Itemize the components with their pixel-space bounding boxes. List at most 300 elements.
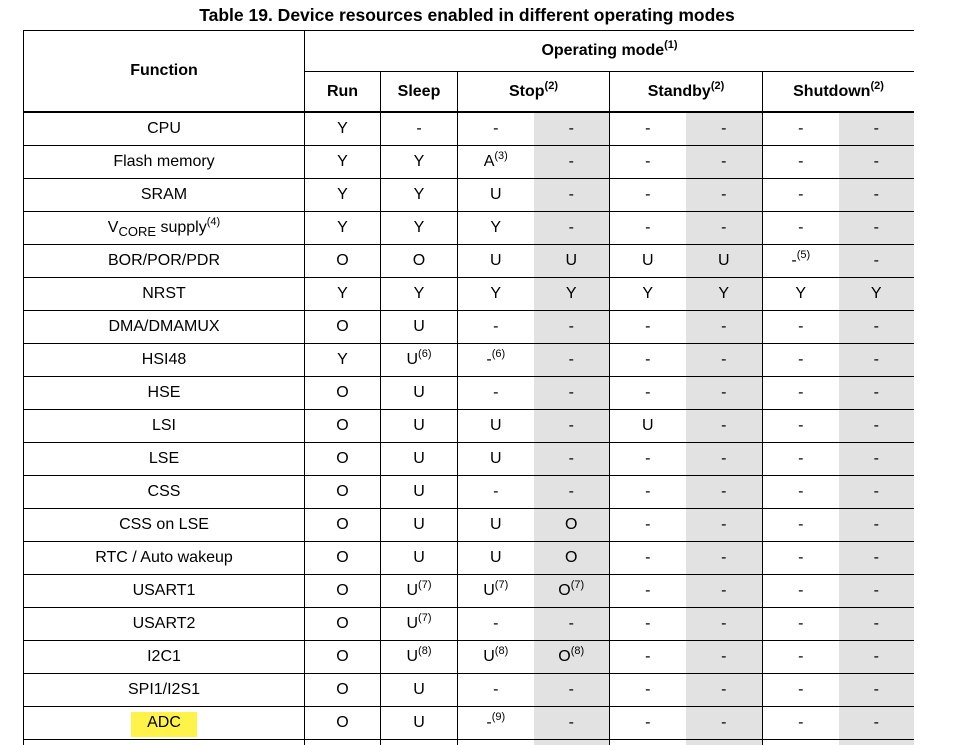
table-row-partial bbox=[24, 740, 915, 745]
cell-value: - bbox=[798, 648, 804, 665]
mode-cell bbox=[610, 311, 686, 344]
cell-note: (7) bbox=[494, 579, 509, 591]
cell-value: U bbox=[406, 582, 419, 599]
mode-cell bbox=[763, 410, 839, 443]
mode-cell bbox=[610, 509, 686, 542]
mode-cell bbox=[305, 476, 381, 509]
cell-note: (6) bbox=[491, 348, 506, 360]
cell-value: - bbox=[568, 450, 574, 467]
mode-cell bbox=[610, 707, 686, 740]
cell-value: Y bbox=[795, 285, 807, 302]
cell-value: - bbox=[721, 582, 727, 599]
mode-label: Standby bbox=[647, 82, 711, 100]
cell-value: - bbox=[721, 219, 727, 236]
mode-cell bbox=[458, 245, 534, 278]
table-row bbox=[24, 509, 915, 542]
cell-value: - bbox=[568, 681, 574, 698]
cell-value: U bbox=[406, 351, 419, 368]
cell-value: - bbox=[873, 516, 879, 533]
function-label bbox=[147, 648, 181, 665]
cell-value: - bbox=[873, 120, 879, 137]
mode-cell bbox=[610, 575, 686, 608]
cell-value: O bbox=[336, 549, 349, 566]
cell-value: - bbox=[721, 120, 727, 137]
cell-value: U bbox=[413, 549, 425, 566]
cell-note: (7) bbox=[570, 579, 585, 591]
table-row bbox=[24, 179, 915, 212]
cell-value: - bbox=[568, 351, 574, 368]
function-text: Flash memory bbox=[113, 153, 215, 170]
mode-cell bbox=[305, 608, 381, 641]
mode-cell bbox=[534, 112, 610, 146]
cell-value: Y bbox=[337, 186, 348, 203]
mode-cell bbox=[534, 146, 610, 179]
cell-value: - bbox=[721, 648, 727, 665]
cell-value: U bbox=[406, 648, 419, 665]
mode-cell bbox=[305, 707, 381, 740]
table-row bbox=[24, 674, 915, 707]
mode-cell bbox=[534, 212, 610, 245]
mode-cell bbox=[458, 377, 534, 410]
cell-value: - bbox=[721, 450, 727, 467]
mode-label: Stop bbox=[509, 82, 545, 100]
cell-value: - bbox=[645, 648, 651, 665]
cell-value: U bbox=[483, 648, 495, 665]
cell-value: U bbox=[413, 450, 425, 467]
mode-cell bbox=[839, 575, 915, 608]
cell-value: - bbox=[645, 219, 651, 236]
cell-value: U bbox=[413, 417, 425, 434]
mode-cell bbox=[763, 509, 839, 542]
cell-value: - bbox=[798, 483, 804, 500]
cell-value: - bbox=[721, 153, 727, 170]
table-row bbox=[24, 146, 915, 179]
cell-value: U bbox=[413, 516, 425, 533]
mode-cell bbox=[686, 245, 763, 278]
mode-cell bbox=[305, 245, 381, 278]
cell-value: - bbox=[493, 615, 499, 632]
function-text: NRST bbox=[142, 285, 186, 302]
mode-cell bbox=[763, 278, 839, 311]
mode-cell bbox=[305, 575, 381, 608]
cell-value: - bbox=[493, 681, 499, 698]
cell-value: - bbox=[873, 417, 879, 434]
mode-cell bbox=[763, 311, 839, 344]
function-cell bbox=[24, 575, 305, 608]
mode-cell bbox=[839, 146, 915, 179]
mode-cell bbox=[610, 344, 686, 377]
mode-cell bbox=[381, 608, 458, 641]
cell-value: Y bbox=[642, 285, 654, 302]
mode-cell bbox=[305, 278, 381, 311]
cell-value: - bbox=[873, 582, 879, 599]
mode-cell bbox=[686, 542, 763, 575]
function-header: Function bbox=[24, 31, 305, 113]
cell-value: O bbox=[336, 516, 349, 533]
mode-cell bbox=[534, 311, 610, 344]
mode-cell bbox=[534, 344, 610, 377]
cell-value: - bbox=[873, 153, 879, 170]
cell-value: U bbox=[489, 252, 502, 269]
cell-value: - bbox=[568, 384, 574, 401]
cell-value: - bbox=[721, 516, 727, 533]
mode-cell bbox=[610, 542, 686, 575]
function-cell bbox=[24, 542, 305, 575]
function-cell bbox=[24, 377, 305, 410]
function-label bbox=[113, 153, 214, 170]
cell-value: O bbox=[336, 483, 349, 500]
mode-cell bbox=[839, 112, 915, 146]
cell-value: O bbox=[412, 252, 426, 269]
function-cell bbox=[24, 278, 305, 311]
mode-cell bbox=[839, 608, 915, 641]
cell-value: - bbox=[568, 120, 574, 137]
function-cell bbox=[24, 245, 305, 278]
mode-cell bbox=[458, 674, 534, 707]
mode-cell bbox=[610, 641, 686, 674]
cell-value: - bbox=[568, 714, 574, 731]
function-label bbox=[152, 417, 176, 434]
cell-value: - bbox=[568, 186, 574, 203]
mode-cell bbox=[458, 112, 534, 146]
mode-cell bbox=[534, 641, 610, 674]
mode-cell bbox=[839, 707, 915, 740]
mode-cell bbox=[381, 179, 458, 212]
cell-note: (7) bbox=[418, 579, 432, 591]
cell-value: O bbox=[565, 549, 578, 566]
cell-value: Y bbox=[337, 285, 348, 302]
mode-cell bbox=[305, 509, 381, 542]
cell-value: - bbox=[798, 714, 804, 731]
function-text: ADC bbox=[147, 714, 181, 731]
operating-mode-header bbox=[305, 31, 915, 72]
operating-mode-label: Operating mode bbox=[541, 42, 665, 59]
cell-value: - bbox=[798, 549, 804, 566]
mode-cell bbox=[763, 146, 839, 179]
mode-cell bbox=[839, 212, 915, 245]
cell-value: - bbox=[798, 384, 804, 401]
mode-cell bbox=[534, 179, 610, 212]
function-label bbox=[142, 285, 186, 302]
mode-cell bbox=[534, 278, 610, 311]
function-text: CSS bbox=[147, 483, 181, 500]
mode-note: (2) bbox=[870, 79, 884, 92]
cell-value: - bbox=[873, 714, 879, 731]
cell-value: U bbox=[641, 252, 654, 269]
mode-cell bbox=[686, 608, 763, 641]
mode-cell bbox=[381, 311, 458, 344]
cell-value: O bbox=[336, 417, 349, 434]
cell-value: - bbox=[873, 450, 879, 467]
cell-value: - bbox=[798, 219, 804, 236]
function-label bbox=[147, 120, 181, 137]
cell-value: - bbox=[568, 417, 574, 434]
mode-cell bbox=[610, 410, 686, 443]
cell-value: - bbox=[645, 450, 651, 467]
function-label bbox=[108, 318, 219, 335]
mode-cell bbox=[381, 641, 458, 674]
mode-cell bbox=[839, 674, 915, 707]
mode-cell bbox=[763, 344, 839, 377]
cell-value: Y bbox=[337, 219, 348, 236]
function-label bbox=[108, 252, 220, 269]
function-cell bbox=[24, 641, 305, 674]
mode-cell bbox=[305, 542, 381, 575]
cell-value: - bbox=[486, 714, 492, 731]
cell-value: - bbox=[568, 483, 574, 500]
cell-value: Y bbox=[413, 186, 425, 203]
function-cell bbox=[24, 212, 305, 245]
function-text-rest: supply bbox=[156, 219, 207, 236]
table-row bbox=[24, 344, 915, 377]
table-row bbox=[24, 542, 915, 575]
mode-cell bbox=[839, 641, 915, 674]
cell-value: O bbox=[336, 384, 349, 401]
mode-label: Shutdown bbox=[793, 82, 871, 100]
function-text: USART1 bbox=[132, 582, 196, 599]
cell-value: - bbox=[486, 351, 492, 368]
mode-cell bbox=[686, 674, 763, 707]
cell-value: - bbox=[721, 417, 727, 434]
cell-value: U bbox=[489, 549, 502, 566]
function-text: HSE bbox=[147, 384, 181, 401]
cell-value: Y bbox=[490, 219, 502, 236]
function-cell bbox=[24, 509, 305, 542]
cell-value: - bbox=[798, 516, 804, 533]
table-row bbox=[24, 112, 915, 146]
cell-value: Y bbox=[413, 153, 425, 170]
mode-cell bbox=[381, 443, 458, 476]
table-row bbox=[24, 311, 915, 344]
function-text: V bbox=[107, 219, 119, 236]
mode-cell bbox=[839, 443, 915, 476]
mode-cell bbox=[839, 542, 915, 575]
function-text: CSS on LSE bbox=[119, 516, 209, 533]
mode-cell bbox=[381, 575, 458, 608]
resources-table bbox=[23, 30, 914, 745]
mode-cell bbox=[305, 146, 381, 179]
mode-cell bbox=[610, 179, 686, 212]
mode-cell bbox=[839, 476, 915, 509]
cell-value: - bbox=[798, 450, 804, 467]
table-row bbox=[24, 608, 915, 641]
table-row bbox=[24, 212, 915, 245]
mode-header-stop bbox=[458, 72, 610, 113]
mode-cell bbox=[381, 476, 458, 509]
mode-cell bbox=[305, 311, 381, 344]
mode-cell bbox=[763, 443, 839, 476]
table-body bbox=[24, 112, 915, 745]
cell-value: - bbox=[645, 483, 651, 500]
cell-value: U bbox=[489, 450, 502, 467]
mode-cell bbox=[839, 311, 915, 344]
cell-value: - bbox=[873, 186, 879, 203]
function-cell bbox=[24, 112, 305, 146]
cell-value: - bbox=[873, 681, 879, 698]
cell-value: - bbox=[645, 318, 651, 335]
cell-value: O bbox=[558, 582, 571, 599]
mode-cell bbox=[305, 641, 381, 674]
cell-value: - bbox=[568, 153, 574, 170]
mode-note: (2) bbox=[544, 79, 558, 92]
mode-cell bbox=[458, 509, 534, 542]
cell-value: - bbox=[798, 318, 804, 335]
cell-value: U bbox=[641, 417, 654, 434]
function-cell bbox=[24, 476, 305, 509]
mode-cell bbox=[686, 707, 763, 740]
mode-cell bbox=[305, 674, 381, 707]
cell-value: U bbox=[413, 681, 425, 698]
cell-value: Y bbox=[337, 351, 348, 368]
cell-value: U bbox=[565, 252, 578, 269]
mode-cell bbox=[534, 575, 610, 608]
function-note: (4) bbox=[206, 216, 221, 228]
cell-value: - bbox=[645, 186, 651, 203]
cell-value: - bbox=[721, 714, 727, 731]
cell-value: U bbox=[489, 417, 502, 434]
mode-cell bbox=[381, 146, 458, 179]
mode-cell bbox=[686, 575, 763, 608]
cell-value: - bbox=[645, 384, 651, 401]
table-caption: Table 19. Device resources enabled in different operating modes bbox=[199, 5, 735, 25]
cell-value: O bbox=[336, 450, 349, 467]
cell-note: (3) bbox=[494, 150, 508, 162]
cell-value: U bbox=[489, 516, 502, 533]
mode-cell bbox=[763, 112, 839, 146]
function-text: LSI bbox=[151, 417, 176, 434]
mode-cell bbox=[458, 179, 534, 212]
function-text: RTC / Auto wakeup bbox=[95, 549, 233, 566]
cell-value: - bbox=[568, 318, 574, 335]
function-cell bbox=[24, 608, 305, 641]
cell-value: Y bbox=[337, 120, 348, 137]
cell-value: - bbox=[721, 549, 727, 566]
mode-cell bbox=[686, 509, 763, 542]
cell-note: (6) bbox=[418, 348, 432, 360]
mode-cell bbox=[381, 707, 458, 740]
mode-cell bbox=[686, 344, 763, 377]
mode-cell bbox=[610, 476, 686, 509]
cell-value: - bbox=[721, 384, 727, 401]
mode-cell bbox=[763, 641, 839, 674]
cell-value: - bbox=[493, 120, 499, 137]
cell-value: - bbox=[645, 714, 651, 731]
mode-cell bbox=[305, 212, 381, 245]
mode-cell bbox=[534, 377, 610, 410]
mode-cell bbox=[534, 476, 610, 509]
function-label bbox=[142, 351, 186, 368]
function-label bbox=[148, 384, 181, 401]
cell-value: - bbox=[568, 615, 574, 632]
mode-cell bbox=[839, 278, 915, 311]
mode-cell bbox=[610, 377, 686, 410]
mode-cell bbox=[458, 641, 534, 674]
function-text: SPI1/I2S1 bbox=[127, 681, 201, 698]
function-label bbox=[149, 450, 179, 467]
function-label bbox=[141, 186, 187, 203]
cell-value: - bbox=[493, 318, 499, 335]
function-text: LSE bbox=[148, 450, 180, 467]
cell-value: - bbox=[798, 615, 804, 632]
function-text: HSI48 bbox=[141, 351, 187, 368]
mode-cell bbox=[381, 212, 458, 245]
mode-cell bbox=[381, 542, 458, 575]
cell-value: - bbox=[416, 120, 422, 137]
mode-cell bbox=[610, 278, 686, 311]
mode-cell bbox=[610, 212, 686, 245]
mode-cell bbox=[534, 674, 610, 707]
cell-value: - bbox=[645, 549, 651, 566]
cell-value: - bbox=[721, 681, 727, 698]
cell-note: (8) bbox=[418, 645, 432, 657]
mode-cell bbox=[458, 311, 534, 344]
cell-value: A bbox=[483, 153, 495, 170]
mode-cell bbox=[458, 575, 534, 608]
cell-value: O bbox=[336, 252, 349, 269]
mode-cell bbox=[686, 410, 763, 443]
function-label bbox=[128, 681, 200, 698]
cell-value: - bbox=[645, 582, 651, 599]
cell-value: Y bbox=[718, 285, 730, 302]
function-label bbox=[95, 549, 233, 566]
mode-cell bbox=[763, 377, 839, 410]
function-cell bbox=[24, 344, 305, 377]
mode-note: (2) bbox=[710, 79, 725, 92]
mode-cell bbox=[686, 311, 763, 344]
cell-value: - bbox=[645, 516, 651, 533]
mode-header-sleep bbox=[381, 72, 458, 113]
mode-cell bbox=[458, 278, 534, 311]
mode-cell bbox=[381, 377, 458, 410]
mode-cell bbox=[534, 707, 610, 740]
mode-cell bbox=[534, 443, 610, 476]
cell-note: (9) bbox=[491, 711, 506, 723]
mode-cell bbox=[686, 112, 763, 146]
mode-header-shutdown bbox=[763, 72, 915, 113]
table-row bbox=[24, 245, 915, 278]
function-label bbox=[107, 216, 221, 239]
cell-value: - bbox=[493, 384, 499, 401]
mode-cell bbox=[458, 410, 534, 443]
mode-cell bbox=[763, 608, 839, 641]
function-text: BOR/POR/PDR bbox=[107, 252, 220, 269]
mode-cell bbox=[381, 509, 458, 542]
mode-cell bbox=[534, 509, 610, 542]
table-row bbox=[24, 410, 915, 443]
cell-value: - bbox=[791, 252, 797, 269]
cell-value: Y bbox=[490, 285, 502, 302]
mode-header-standby bbox=[610, 72, 763, 113]
cell-value: - bbox=[873, 384, 879, 401]
mode-cell bbox=[458, 476, 534, 509]
cell-value: - bbox=[873, 483, 879, 500]
mode-cell bbox=[610, 146, 686, 179]
cell-value: - bbox=[721, 318, 727, 335]
function-cell bbox=[24, 674, 305, 707]
mode-label: Sleep bbox=[397, 82, 441, 100]
cell-value: - bbox=[798, 120, 804, 137]
mode-cell bbox=[458, 608, 534, 641]
cell-value: U bbox=[717, 252, 730, 269]
cell-value: - bbox=[798, 186, 804, 203]
cell-value: U bbox=[406, 615, 419, 632]
function-label bbox=[119, 516, 209, 533]
cell-value: U bbox=[413, 714, 425, 731]
cell-value: - bbox=[645, 153, 651, 170]
function-label bbox=[131, 712, 197, 737]
cell-value: O bbox=[336, 582, 349, 599]
mode-cell bbox=[763, 707, 839, 740]
